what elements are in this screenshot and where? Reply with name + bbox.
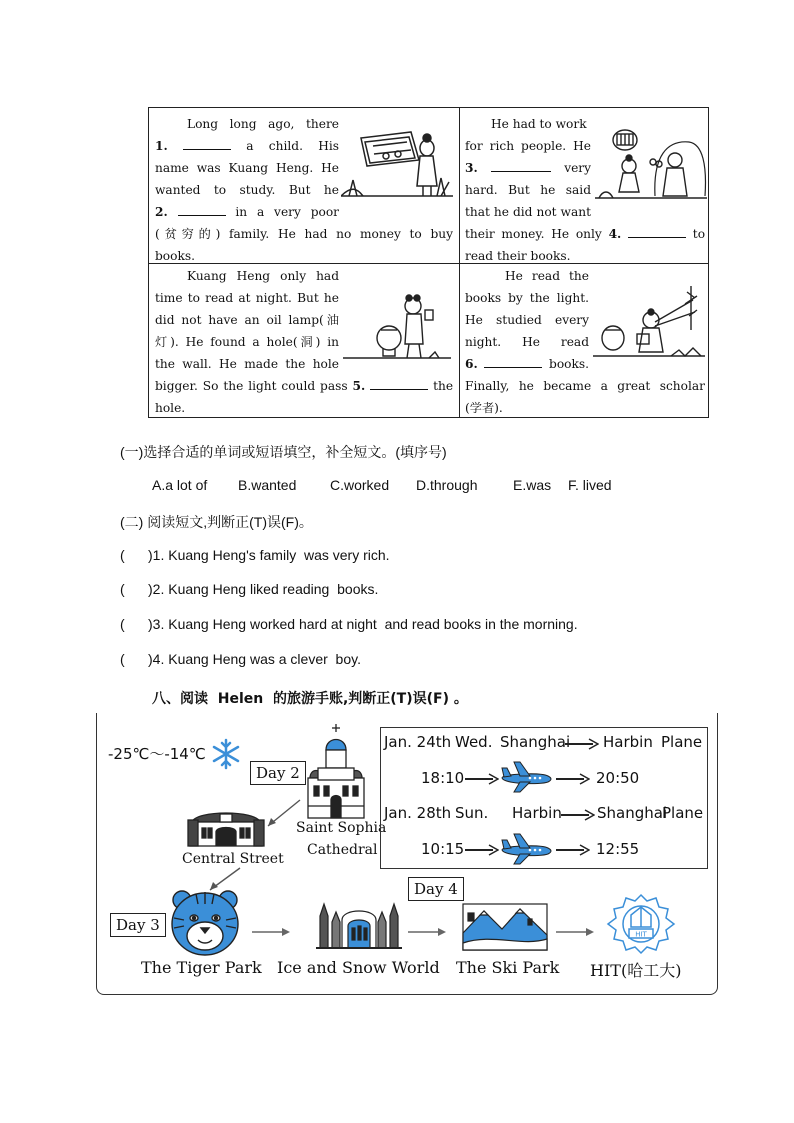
day3-label: Day 3 — [110, 913, 166, 937]
flight1-from: Shanghai — [500, 733, 571, 751]
option-e: E.was — [513, 477, 552, 493]
option-f: F. lived — [568, 477, 612, 493]
part1-title: (一)选择合适的单词或短语填空，补全短文。(填序号) — [120, 444, 447, 460]
arrow-icon — [556, 772, 590, 786]
blank-3[interactable] — [491, 159, 551, 172]
flight1-dep: 18:10 — [421, 769, 465, 787]
flight2-date: Jan. 28th — [384, 804, 452, 822]
hit-badge-text: HIT — [635, 930, 647, 939]
cathedral-caption-1: Saint Sophia — [296, 820, 387, 836]
story-cell-4-wide: Finally, he became a great scholar (学者). — [465, 379, 705, 415]
plane-icon — [500, 760, 552, 794]
flight1-date: Jan. 24th — [384, 733, 452, 751]
arrow-icon — [565, 737, 599, 751]
central-street-icon — [186, 802, 266, 848]
blank-5[interactable] — [370, 377, 428, 390]
flight2-from: Harbin — [512, 804, 562, 822]
temperature: -25℃～-14℃ — [108, 745, 206, 763]
rich-man-illustration — [595, 126, 707, 202]
day4-label: Day 4 — [408, 877, 464, 901]
blank-6[interactable] — [484, 355, 542, 368]
blank-2[interactable] — [178, 203, 226, 216]
judge-item-3[interactable]: ( )3. Kuang Heng worked hard at night and read books in the morning. — [120, 616, 578, 632]
cathedral-icon — [304, 724, 368, 820]
story-cell-2: He had to work for rich people. He 3. very hard. But he said that he did not want — [465, 117, 592, 219]
story-table — [148, 107, 709, 418]
flight1-mode: Plane — [661, 733, 703, 751]
arrow-icon — [556, 926, 596, 938]
arrow-icon — [465, 843, 499, 857]
story-cell-3-wide: bigger. So the light could pass 5. the hole. — [155, 379, 454, 415]
arrow-icon — [252, 926, 292, 938]
central-street-caption: Central Street — [182, 851, 284, 867]
window-boy-illustration — [341, 126, 453, 198]
option-c: C.worked — [330, 477, 390, 493]
option-b: B.wanted — [238, 477, 297, 493]
tiger-icon — [168, 888, 242, 958]
story-cell-4: He read the books by the light. He studied every night. He read 6. books. — [465, 269, 590, 371]
flight2-arr: 12:55 — [596, 840, 640, 858]
option-a: A.a lot of — [152, 477, 208, 493]
flight2-dep: 10:15 — [421, 840, 465, 858]
flight2-day: Sun. — [455, 804, 489, 822]
plane-icon — [500, 832, 552, 866]
flight1-day: Wed. — [455, 733, 493, 751]
arrow-icon — [561, 808, 595, 822]
arrow-icon — [556, 843, 590, 857]
arrow-icon — [465, 772, 499, 786]
option-d: D.through — [416, 477, 478, 493]
story-cell-1-wide: (贫穷的) family. He had no money to buy books. — [155, 227, 453, 263]
arrow-icon — [408, 926, 448, 938]
section8-title: 八、阅读 Helen 的旅游手账,判断正(T)误(F) 。 — [152, 691, 468, 707]
part2-title: (二) 阅读短文,判断正(T)误(F)。 — [120, 514, 313, 530]
arrow-to-central-street — [262, 798, 304, 830]
judge-item-1[interactable]: ( )1. Kuang Heng's family was very rich. — [120, 547, 390, 563]
ice-snow-world-icon — [314, 896, 404, 950]
flight1-arr: 20:50 — [596, 769, 640, 787]
flight1-to: Harbin — [603, 733, 653, 751]
story-cell-2-wide: their money. He only 4. to read their books. — [465, 227, 706, 263]
hit-caption: HIT(哈工大) — [590, 961, 682, 980]
ski-park-icon — [462, 903, 548, 951]
day2-label: Day 2 — [250, 761, 306, 785]
hit-badge-icon — [604, 893, 678, 955]
flight2-mode: Plane — [662, 804, 704, 822]
blank-4[interactable] — [628, 225, 686, 238]
wall-hole-illustration — [343, 288, 451, 368]
snowflake-icon — [210, 738, 242, 770]
ski-park-caption: The Ski Park — [456, 958, 560, 977]
cathedral-caption-2: Cathedral — [307, 842, 378, 858]
judge-item-4[interactable]: ( )4. Kuang Heng was a clever boy. — [120, 651, 361, 667]
flight2-to: Shanghai — [597, 804, 668, 822]
tiger-park-caption: The Tiger Park — [141, 958, 262, 977]
reading-light-illustration — [593, 286, 705, 366]
blank-1[interactable] — [183, 137, 231, 150]
story-cell-1: Long long ago, there 1. a child. His name was Kuang Heng. He wanted to study. But he 2. in a very poor — [155, 117, 339, 219]
ice-snow-world-caption: Ice and Snow World — [277, 958, 440, 977]
judge-item-2[interactable]: ( )2. Kuang Heng liked reading books. — [120, 581, 379, 597]
story-cell-3: Kuang Heng only had time to read at night. But he did not have an oil lamp(油 灯). He found a hole(洞) in the wall. He made the hole — [155, 269, 339, 371]
